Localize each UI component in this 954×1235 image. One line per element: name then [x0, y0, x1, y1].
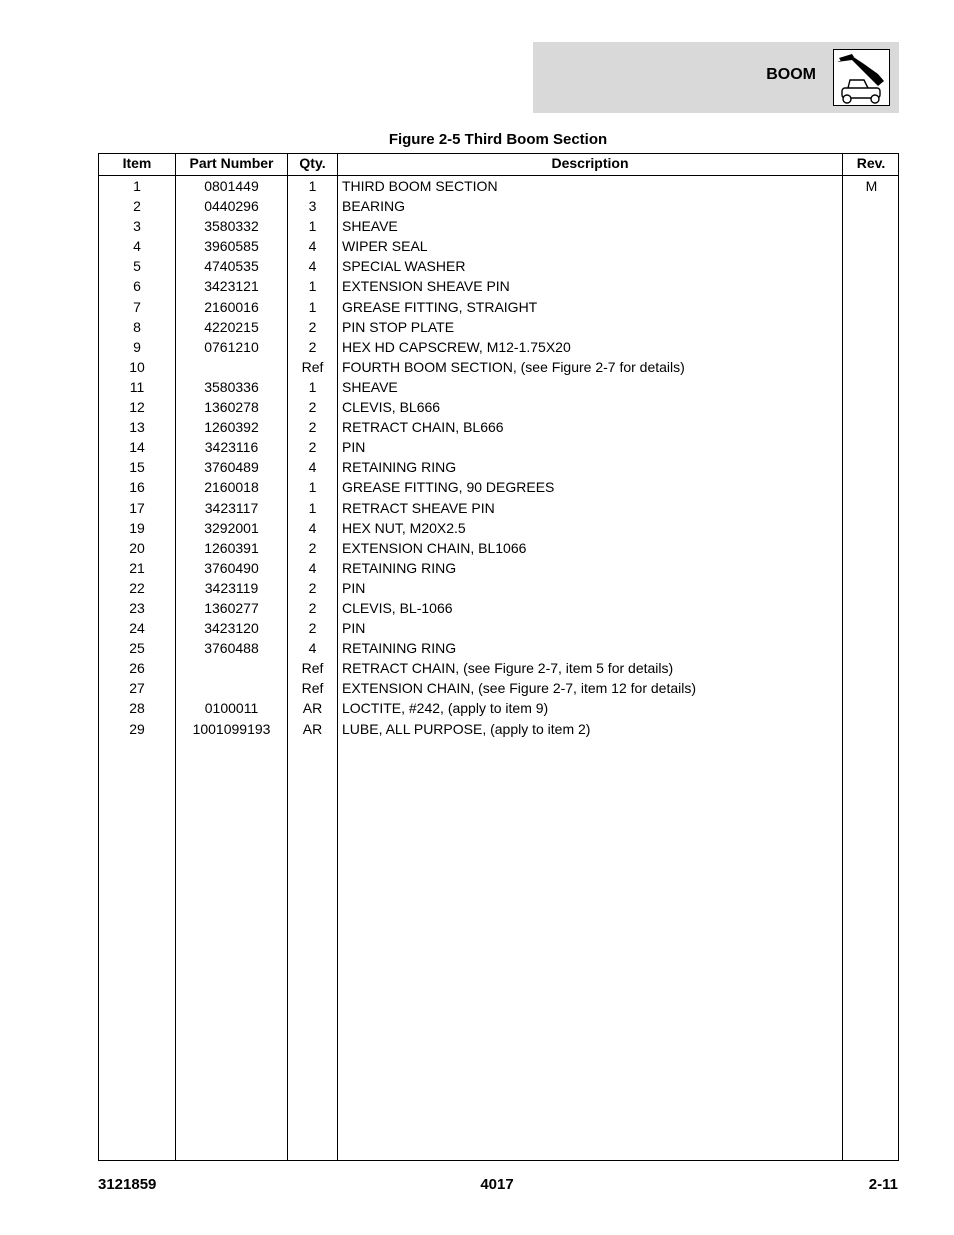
- qty-cell: 2: [308, 399, 317, 416]
- part-number-cell: 1360277: [204, 599, 259, 616]
- qty-cell: 1: [308, 178, 317, 194]
- column-header-item: Item: [122, 155, 152, 171]
- column-header-rev: Rev.: [856, 155, 886, 171]
- description-cell: SPECIAL WASHER: [342, 258, 466, 275]
- qty-cell: 2: [308, 620, 317, 637]
- item-cell: 6: [133, 278, 141, 295]
- part-number-cell: 4740535: [204, 258, 259, 275]
- description-cell: RETRACT CHAIN, BL666: [342, 419, 504, 436]
- table-row: [99, 498, 898, 518]
- part-number-cell: 0761210: [204, 338, 259, 355]
- parts-table: [98, 153, 899, 1161]
- table-row: [99, 538, 898, 558]
- description-cell: CLEVIS, BL-1066: [342, 599, 453, 616]
- item-cell: 29: [129, 720, 145, 737]
- description-cell: HEX HD CAPSCREW, M12-1.75X20: [342, 338, 571, 355]
- table-row: [99, 678, 898, 698]
- item-cell: 19: [129, 519, 145, 536]
- description-cell: EXTENSION CHAIN, (see Figure 2-7, item 12 for details): [342, 680, 696, 697]
- part-number-cell: 3423116: [204, 439, 259, 456]
- table-row: [99, 719, 898, 739]
- part-number-cell: 3423117: [204, 499, 259, 516]
- item-cell: 17: [129, 499, 145, 516]
- footer-page-number: 2-11: [868, 1176, 898, 1193]
- part-number-cell: 1001099193: [192, 720, 271, 737]
- item-cell: 28: [129, 700, 145, 717]
- description-cell: HEX NUT, M20X2.5: [342, 519, 466, 536]
- table-row: [99, 357, 898, 377]
- table-row: [99, 216, 898, 236]
- qty-cell: 1: [308, 479, 317, 496]
- table-row: [99, 317, 898, 337]
- item-cell: 7: [133, 298, 141, 315]
- table-row: [99, 176, 898, 196]
- qty-cell: AR: [302, 700, 323, 717]
- item-cell: 9: [133, 338, 141, 355]
- footer-document-number: 3121859: [98, 1176, 157, 1193]
- item-cell: 4: [133, 238, 141, 255]
- part-number-cell: 3292001: [204, 519, 259, 536]
- table-body: [99, 176, 898, 739]
- part-number-cell: 0100011: [204, 700, 259, 717]
- description-cell: GREASE FITTING, 90 DEGREES: [342, 479, 555, 496]
- description-cell: FOURTH BOOM SECTION, (see Figure 2-7 for details): [342, 358, 685, 375]
- table-row: [99, 618, 898, 638]
- part-number-cell: 3580336: [204, 378, 259, 395]
- description-cell: PIN: [342, 579, 366, 596]
- qty-cell: AR: [302, 720, 323, 737]
- footer-model: 4017: [480, 1176, 514, 1193]
- qty-cell: 1: [308, 499, 317, 516]
- item-cell: 12: [129, 399, 145, 416]
- item-cell: 24: [129, 620, 145, 637]
- description-cell: SHEAVE: [342, 218, 398, 235]
- table-row: [99, 337, 898, 357]
- part-number-cell: 1360278: [204, 399, 259, 416]
- table-row: [99, 437, 898, 457]
- table-row: [99, 377, 898, 397]
- part-number-cell: 0440296: [204, 198, 259, 215]
- description-cell: SHEAVE: [342, 378, 398, 395]
- item-cell: 27: [129, 680, 145, 697]
- part-number-cell: 4220215: [204, 318, 259, 335]
- section-header: [533, 42, 899, 113]
- description-cell: PIN: [342, 439, 366, 456]
- qty-cell: 2: [308, 338, 317, 355]
- table-row: [99, 698, 898, 718]
- description-cell: EXTENSION SHEAVE PIN: [342, 278, 510, 295]
- part-number-cell: 3760488: [204, 640, 259, 657]
- item-cell: 10: [129, 358, 145, 375]
- table-row: [99, 457, 898, 477]
- qty-cell: 2: [308, 579, 317, 596]
- part-number-cell: 0801449: [204, 178, 259, 194]
- item-cell: 3: [133, 218, 141, 235]
- description-cell: CLEVIS, BL666: [342, 399, 441, 416]
- description-cell: RETAINING RING: [342, 640, 457, 657]
- section-title: BOOM: [766, 66, 816, 83]
- part-number-cell: 3423120: [204, 620, 259, 637]
- item-cell: 13: [129, 419, 145, 436]
- description-cell: RETAINING RING: [342, 459, 457, 476]
- item-cell: 1: [133, 178, 141, 194]
- part-number-cell: 3760490: [204, 559, 259, 576]
- table-row: [99, 297, 898, 317]
- description-cell: RETRACT SHEAVE PIN: [342, 499, 495, 516]
- item-cell: 15: [129, 459, 145, 476]
- part-number-cell: 3960585: [204, 238, 259, 255]
- description-cell: EXTENSION CHAIN, BL1066: [342, 539, 527, 556]
- column-header-description: Description: [551, 155, 629, 171]
- qty-cell: 4: [308, 640, 317, 657]
- table-row: [99, 578, 898, 598]
- part-number-cell: 3580332: [204, 218, 259, 235]
- qty-cell: 2: [308, 419, 317, 436]
- part-number-cell: 2160018: [204, 479, 259, 496]
- item-cell: 22: [129, 579, 145, 596]
- description-cell: RETRACT CHAIN, (see Figure 2-7, item 5 for details): [342, 660, 674, 677]
- part-number-cell: 3423119: [204, 579, 259, 596]
- item-cell: 20: [129, 539, 145, 556]
- table-row: [99, 638, 898, 658]
- boom-machine-icon: [833, 49, 890, 106]
- qty-cell: 2: [308, 439, 317, 456]
- table-row: [99, 658, 898, 678]
- item-cell: 2: [133, 198, 141, 215]
- item-cell: 16: [129, 479, 145, 496]
- qty-cell: Ref: [301, 660, 324, 677]
- table-row: [99, 196, 898, 216]
- part-number-cell: 3760489: [204, 459, 259, 476]
- column-header-part-number: Part Number: [189, 155, 274, 171]
- item-cell: 11: [129, 378, 145, 395]
- description-cell: THIRD BOOM SECTION: [342, 178, 498, 194]
- table-row: [99, 256, 898, 276]
- qty-cell: 4: [308, 559, 317, 576]
- item-cell: 5: [133, 258, 141, 275]
- table-row: [99, 417, 898, 437]
- item-cell: 8: [133, 318, 141, 335]
- description-cell: BEARING: [342, 198, 406, 215]
- table-row: [99, 477, 898, 497]
- part-number-cell: 1260391: [204, 539, 259, 556]
- qty-cell: 4: [308, 238, 317, 255]
- part-number-cell: 1260392: [204, 419, 259, 436]
- table-row: [99, 558, 898, 578]
- qty-cell: 2: [308, 599, 317, 616]
- table-row: [99, 236, 898, 256]
- column-header-qty: Qty.: [299, 155, 326, 171]
- description-cell: LOCTITE, #242, (apply to item 9): [342, 700, 549, 717]
- qty-cell: 4: [308, 519, 317, 536]
- description-cell: LUBE, ALL PURPOSE, (apply to item 2): [342, 720, 591, 737]
- qty-cell: 1: [308, 278, 317, 295]
- table-row: [99, 518, 898, 538]
- qty-cell: 4: [308, 258, 317, 275]
- description-cell: WIPER SEAL: [342, 238, 428, 255]
- description-cell: GREASE FITTING, STRAIGHT: [342, 298, 538, 315]
- description-cell: RETAINING RING: [342, 559, 457, 576]
- qty-cell: 3: [308, 198, 317, 215]
- table-row: [99, 598, 898, 618]
- qty-cell: 2: [308, 539, 317, 556]
- table-row: [99, 397, 898, 417]
- description-cell: PIN STOP PLATE: [342, 318, 455, 335]
- rev-cell: M: [865, 178, 878, 194]
- item-cell: 23: [129, 599, 145, 616]
- figure-title: Figure 2-5 Third Boom Section: [388, 131, 608, 148]
- item-cell: 25: [129, 640, 145, 657]
- qty-cell: 1: [308, 218, 317, 235]
- qty-cell: Ref: [301, 680, 324, 697]
- description-cell: PIN: [342, 620, 366, 637]
- qty-cell: 2: [308, 318, 317, 335]
- part-number-cell: 3423121: [204, 278, 259, 295]
- qty-cell: 1: [308, 298, 317, 315]
- qty-cell: Ref: [301, 358, 324, 375]
- item-cell: 14: [129, 439, 145, 456]
- item-cell: 21: [129, 559, 145, 576]
- qty-cell: 1: [308, 378, 317, 395]
- table-row: [99, 276, 898, 296]
- item-cell: 26: [129, 660, 145, 677]
- qty-cell: 4: [308, 459, 317, 476]
- part-number-cell: 2160016: [204, 298, 259, 315]
